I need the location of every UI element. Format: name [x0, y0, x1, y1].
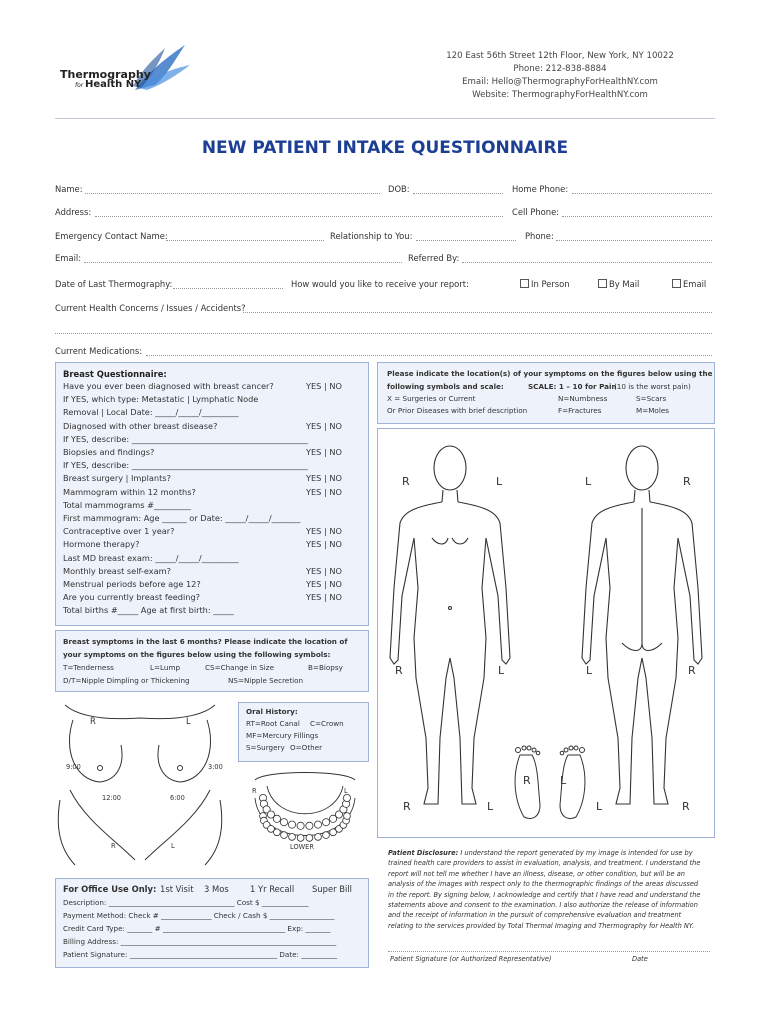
breast-symptoms-ns: NS=Nipple Secretion — [228, 676, 304, 685]
front-r-label: R — [402, 475, 410, 488]
address-input[interactable] — [95, 216, 503, 217]
symptoms-s: S=Scars — [636, 394, 667, 403]
bottom-r-label-2: R — [682, 800, 690, 813]
front-l-label: L — [496, 475, 503, 488]
opt-email[interactable] — [672, 279, 706, 289]
signature-label: Patient Signature (or Authorized Representative) — [390, 955, 552, 963]
checkbox-icon[interactable] — [672, 279, 681, 288]
feet-l-label: L — [560, 774, 567, 787]
breast-question: Diagnosed with other breast disease? — [63, 420, 218, 431]
breast-questionnaire-title: Breast Questionnaire: — [63, 369, 167, 379]
email-input[interactable] — [84, 262, 402, 263]
phone-line: Phone: 212-838-8884 — [513, 64, 607, 74]
office-3mos[interactable]: 3 Mos — [204, 884, 229, 894]
symptoms-x: X = Surgeries or Current — [387, 394, 476, 403]
tooth-icon[interactable] — [306, 835, 313, 842]
opt-by-mail[interactable] — [598, 279, 639, 289]
breast-question: Removal | Local Date: _____/_____/_________ — [63, 407, 239, 418]
disclosure-text-1: I understand the report generated by my image is intended for use by — [460, 849, 693, 857]
medications-label: Current Medications: — [55, 346, 143, 356]
breast-question: Mammogram within 12 months? — [63, 486, 196, 497]
back-r-label: R — [683, 475, 691, 488]
disclosure-line-1 — [388, 848, 713, 858]
yes-no-option[interactable]: YES | NO — [306, 539, 342, 550]
logo — [55, 40, 195, 100]
bottom-l-label-2: L — [596, 800, 603, 813]
office-credit[interactable]: Credit Card Type: _______ # __________________________________ Exp: _______ — [63, 924, 331, 933]
yes-no-option[interactable]: YES | NO — [306, 579, 342, 589]
logo-text-2: Health NY — [85, 79, 142, 90]
tooth-icon[interactable] — [280, 819, 287, 826]
referred-input[interactable] — [462, 262, 712, 263]
breast-symptoms-lump: L=Lump — [150, 663, 181, 672]
breast-question: Total births #_____ Age at first birth: _____ — [63, 605, 234, 616]
email-label: Email: — [55, 253, 82, 263]
cell-phone-input[interactable] — [562, 216, 712, 217]
breast-300-label: 3:00 — [208, 763, 223, 771]
teeth-diagram[interactable] — [245, 768, 365, 853]
bottom-l-label: L — [487, 800, 494, 813]
office-signature[interactable]: Patient Signature: _________________________________________ Date: __________ — [63, 950, 338, 959]
yes-no-option[interactable]: YES | NO — [306, 420, 342, 431]
breast-l-label: L — [186, 716, 191, 726]
yes-no-option[interactable]: YES | NO — [306, 381, 342, 391]
breast-900-label: 9:00 — [66, 763, 81, 771]
office-1yr[interactable]: 1 Yr Recall — [250, 884, 295, 894]
disclosure-label: Patient Disclosure: — [388, 849, 459, 857]
yes-no-option[interactable]: YES | NO — [306, 592, 342, 603]
breast-question: If YES, describe: ___________________________________________ — [63, 433, 308, 444]
symptoms-x2: Or Prior Diseases with brief description — [387, 406, 528, 415]
receive-report-label: How would you like to receive your report: — [291, 279, 469, 289]
back-l-label-2: L — [586, 664, 593, 677]
yes-no-option[interactable]: YES | NO — [306, 526, 342, 537]
disclosure-line-6: statements above and consent to the examination. I also authorize the release of information — [388, 901, 698, 910]
email-line: Email: Hello@ThermographyForHealthNY.com — [462, 77, 658, 87]
breast-symptoms-dt: D/T=Nipple Dimpling or Thickening — [63, 676, 190, 685]
opt-by-mail-label: By Mail — [609, 279, 640, 289]
tooth-icon[interactable] — [297, 822, 304, 829]
yes-no-option[interactable]: YES | NO — [306, 486, 342, 497]
checkbox-icon[interactable] — [520, 279, 529, 288]
breast-diagram[interactable] — [55, 700, 230, 875]
tooth-icon[interactable] — [315, 834, 322, 841]
tooth-icon[interactable] — [322, 819, 329, 826]
symptoms-f: F=Fractures — [558, 406, 602, 415]
last-thermo-label: Date of Last Thermography: — [55, 279, 173, 289]
breast-1200-label: 12:00 — [102, 794, 122, 802]
disclosure-line-4: analysis of the images with respect only to the thermographic findings of the areas discussed — [388, 880, 699, 889]
phone-input[interactable] — [556, 240, 712, 241]
office-payment[interactable]: Payment Method: Check # ______________ Check / Cash $ __________________ — [63, 911, 335, 920]
relationship-label: Relationship to You: — [330, 231, 413, 241]
breast-symptoms-line2: your symptoms on the figures below using the following symbols: — [63, 650, 331, 659]
health-concerns-label: Current Health Concerns / Issues / Accidents? — [55, 303, 246, 313]
disclosure-line-2: trained health care providers to assist in evaluation, analysis, and treatment. I understand the — [388, 859, 701, 868]
front-r-label-2: R — [395, 664, 403, 677]
breast-question: If YES, which type: Metastatic | Lymphatic Node — [63, 394, 259, 405]
medications-input[interactable] — [146, 355, 712, 356]
back-r-label-2: R — [688, 664, 696, 677]
address-label: Address: — [55, 207, 92, 217]
header-divider — [55, 118, 715, 119]
breast-l-label-2: L — [171, 842, 175, 850]
opt-in-person[interactable] — [520, 279, 570, 289]
tooth-icon[interactable] — [273, 815, 280, 822]
front-l-label-2: L — [498, 664, 505, 677]
breast-question: Monthly breast self-exam? — [63, 565, 171, 576]
disclosure-line-3: report will not tell me whether I have an illness, disease, or other condition, but will be an — [388, 869, 685, 878]
breast-symptoms-b: B=Biopsy — [308, 663, 343, 672]
teeth-l-label: L — [344, 787, 348, 795]
checkbox-icon[interactable] — [598, 279, 607, 288]
symptoms-n: N=Numbness — [558, 394, 608, 403]
yes-no-option[interactable]: YES | NO — [306, 565, 342, 576]
emergency-label: Emergency Contact Name: — [55, 231, 168, 241]
teeth-lower-label: LOWER — [290, 843, 314, 851]
bottom-r-label: R — [403, 800, 411, 813]
breast-question: Total mammograms #_________ — [63, 499, 191, 510]
back-l-label: L — [585, 475, 592, 488]
tooth-icon[interactable] — [281, 832, 288, 839]
yes-no-option[interactable]: YES | NO — [306, 447, 342, 457]
health-concerns-input-2[interactable] — [55, 333, 712, 334]
breast-question: Have you ever been diagnosed with breast cancer? — [63, 381, 274, 391]
health-concerns-input-1[interactable] — [243, 312, 712, 313]
oral-s: S=Surgery — [246, 743, 285, 752]
body-front-figure[interactable] — [380, 438, 520, 818]
tooth-icon[interactable] — [343, 794, 350, 801]
patient-signature-input[interactable] — [388, 951, 710, 952]
tooth-icon[interactable] — [314, 821, 321, 828]
name-input[interactable] — [85, 193, 380, 194]
logo-text-for: for — [75, 82, 84, 89]
cell-phone-label: Cell Phone: — [512, 207, 560, 217]
office-super-bill[interactable]: Super Bill — [312, 884, 352, 894]
office-visit1[interactable]: 1st Visit — [160, 884, 194, 894]
relationship-input[interactable] — [416, 240, 516, 241]
tooth-icon[interactable] — [344, 813, 351, 820]
disclosure-line-7: and the receipt of information in the pursuit of comprehensive evaluation and treatment — [388, 911, 682, 920]
opt-email-label: Email — [683, 279, 707, 289]
contact-block — [400, 50, 720, 102]
breast-question: Breast surgery | Implants? — [63, 473, 171, 484]
disclosure-line-5: in the report. By signing below, I acknowledge and certify that I have read and understand the — [388, 890, 701, 899]
symptoms-line1: Please indicate the location(s) of your symptoms on the figures below using the — [387, 369, 713, 378]
dob-label: DOB: — [388, 184, 410, 194]
emergency-input[interactable] — [166, 240, 324, 241]
breast-question: Last MD breast exam: _____/_____/_________ — [63, 552, 239, 563]
address-line: 120 East 56th Street 12th Floor, New York, NY 10022 — [446, 51, 674, 61]
symptoms-scale: SCALE: 1 – 10 for Pain — [528, 382, 617, 391]
feet-r-label: R — [523, 774, 531, 787]
tooth-icon[interactable] — [323, 832, 330, 839]
office-description[interactable]: Description: ___________________________________ Cost $ _____________ — [63, 898, 309, 907]
dob-input[interactable] — [413, 193, 503, 194]
teeth-r-label: R — [252, 787, 257, 795]
oral-o: O=Other — [290, 743, 323, 752]
breast-symptoms-line1: Breast symptoms in the last 6 months? Please indicate the location of — [63, 637, 348, 646]
breast-question: Menstrual periods before age 12? — [63, 579, 201, 589]
oral-title: Oral History: — [246, 707, 298, 716]
breast-question: Are you currently breast feeding? — [63, 592, 201, 603]
disclosure-line-8: relating to the services provided by Total Thermal Imaging and Thermography for Health NY. — [388, 921, 695, 930]
yes-no-option[interactable]: YES | NO — [306, 473, 342, 484]
disclosure-block — [388, 848, 713, 931]
breast-question: Biopsies and findings? — [63, 447, 155, 457]
date-label: Date — [632, 955, 648, 963]
last-thermo-input[interactable] — [173, 288, 283, 289]
referred-label: Referred By: — [408, 253, 460, 263]
symptoms-line2: following symbols and scale: — [387, 382, 504, 391]
office-title: For Office Use Only: — [63, 884, 157, 894]
breast-r-label: R — [90, 716, 96, 726]
phone-label: Phone: — [525, 231, 554, 241]
home-phone-input[interactable] — [572, 193, 712, 194]
tooth-icon[interactable] — [274, 829, 281, 836]
breast-symptoms-cs: CS=Change in Size — [205, 663, 274, 672]
breast-question: If YES, describe: ___________________________________________ — [63, 460, 308, 471]
breast-question: Hormone therapy? — [63, 539, 140, 550]
name-label: Name: — [55, 184, 83, 194]
body-back-figure[interactable] — [572, 438, 712, 818]
office-billing[interactable]: Billing Address: ____________________________________________________________ — [63, 937, 337, 946]
tooth-icon[interactable] — [289, 834, 296, 841]
oral-rt: RT=Root Canal — [246, 719, 300, 728]
breast-600-label: 6:00 — [170, 794, 185, 802]
breast-question: First mammogram: Age ______ or Date: _____/_____/_______ — [63, 513, 301, 523]
logo-text-1: Thermography — [60, 68, 151, 81]
tooth-icon[interactable] — [297, 835, 304, 842]
home-phone-label: Home Phone: — [512, 184, 569, 194]
oral-mf: MF=Mercury Fillings — [246, 731, 319, 740]
breast-r-label-2: R — [111, 842, 116, 850]
breast-symptoms-t: T=Tenderness — [63, 663, 114, 672]
breast-question: Contraceptive over 1 year? — [63, 526, 175, 537]
page-title: NEW PATIENT INTAKE QUESTIONNAIRE — [201, 138, 569, 158]
feet-figure[interactable] — [510, 745, 590, 825]
website-line: Website: ThermographyForHealthNY.com — [472, 90, 648, 100]
tooth-icon[interactable] — [288, 821, 295, 828]
tooth-icon[interactable] — [306, 822, 313, 829]
symptoms-m: M=Moles — [636, 406, 669, 415]
symptoms-scale-note: (10 is the worst pain) — [614, 382, 691, 391]
oral-c: C=Crown — [310, 719, 344, 728]
opt-in-person-label: In Person — [531, 279, 570, 289]
